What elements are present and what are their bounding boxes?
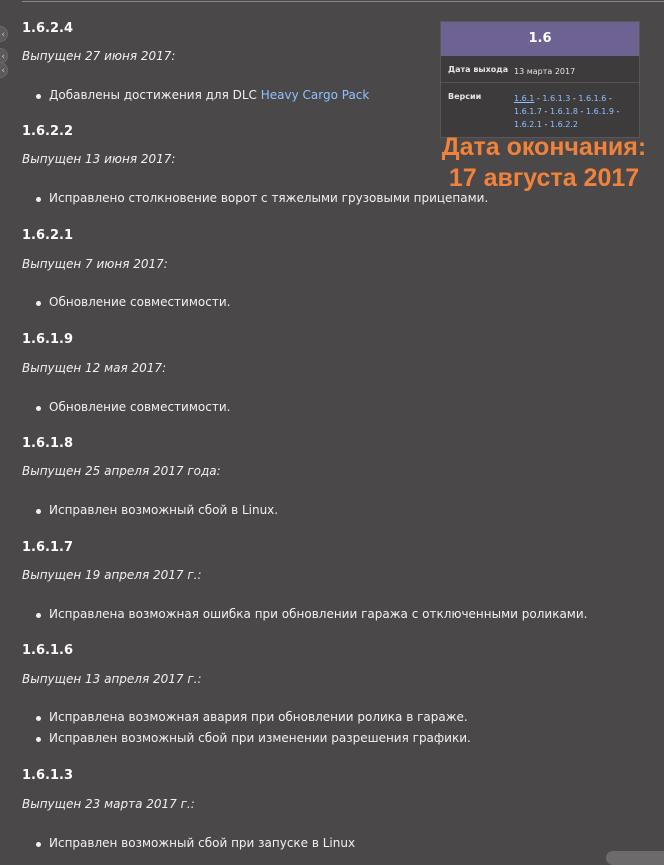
infobox-version-link[interactable]: 1.6.1.3: [542, 94, 571, 103]
change-list: [22, 710, 471, 745]
version-title: 1.6.1.3: [22, 768, 73, 783]
version-title: 1.6.1.7: [22, 540, 73, 555]
side-arrow-icon[interactable]: ‹: [0, 26, 8, 42]
list-item: Исправлено столкновение ворот с тяжелыми грузовыми прицепами.: [22, 191, 488, 205]
version-title: 1.6.1.8: [22, 436, 73, 451]
heavy-cargo-pack-link[interactable]: Heavy Cargo Pack: [260, 88, 370, 102]
list-item: Добавлены достижения для DLC Heavy Cargo Pack: [22, 88, 369, 102]
infobox-version-link[interactable]: 1.6.1.8: [549, 107, 578, 116]
list-item: Обновление совместимости.: [22, 295, 230, 309]
version-separator: -: [542, 107, 550, 116]
infobox-version-link[interactable]: 1.6.2.1: [514, 120, 542, 129]
release-value: 13 марта 2017: [514, 67, 576, 76]
version-title: 1.6.2.4: [22, 21, 73, 36]
version-separator: -: [542, 120, 550, 129]
version-separator: -: [613, 107, 620, 116]
change-list: [22, 400, 230, 414]
version-separator: -: [534, 94, 543, 103]
release-label: Дата выхода: [448, 65, 509, 74]
list-item: Исправлен возможный сбой при запуске в Linux: [22, 836, 355, 850]
version-title: 1.6.2.2: [22, 124, 73, 139]
release-date: Выпущен 25 апреля 2017 года:: [22, 464, 221, 478]
infobox-version-link[interactable]: 1.6.1.9: [585, 107, 614, 116]
scroll-button[interactable]: [606, 851, 664, 865]
version-separator: -: [577, 107, 586, 116]
infobox-divider: [441, 82, 639, 83]
list-item: Исправлена возможная ошибка при обновлении гаража с отключенными роликами.: [22, 607, 587, 621]
list-item: Исправлен возможный сбой в Linux.: [22, 503, 278, 517]
release-date: Выпущен 13 июня 2017:: [22, 152, 176, 166]
change-list: [22, 607, 587, 621]
top-divider: [22, 1, 664, 2]
end-note-line2: 17 августа 2017: [448, 164, 640, 192]
list-item: Обновление совместимости.: [22, 400, 230, 414]
infobox-version-link[interactable]: 1.6.1.6: [578, 94, 607, 103]
side-arrow-icon[interactable]: ‹: [0, 48, 8, 64]
version-title: 1.6.1.6: [22, 643, 73, 658]
end-note-line1: Дата окончания:: [441, 133, 647, 161]
version-title: 1.6.2.1: [22, 228, 73, 243]
change-list: [22, 295, 230, 309]
change-list: [22, 836, 355, 850]
list-item: Исправлен возможный сбой при изменении разрешения графики.: [22, 731, 471, 745]
versions-label: Версии: [448, 92, 482, 101]
release-date: Выпущен 12 мая 2017:: [22, 361, 167, 375]
release-date: Выпущен 7 июня 2017:: [22, 257, 168, 271]
version-separator: -: [606, 94, 612, 103]
version-infobox: [440, 21, 640, 138]
side-arrow-icon[interactable]: ‹: [0, 62, 8, 78]
release-date: Выпущен 13 апреля 2017 г.:: [22, 672, 202, 686]
version-separator: -: [570, 94, 579, 103]
infobox-title: 1.6: [441, 22, 639, 56]
release-date: Выпущен 27 июня 2017:: [22, 49, 176, 63]
change-list: [22, 191, 488, 205]
infobox-version-link[interactable]: 1.6.2.2: [549, 120, 578, 129]
infobox-version-link[interactable]: 1.6.1.7: [514, 107, 542, 116]
change-list: [22, 503, 278, 517]
release-date: Выпущен 23 марта 2017 г.:: [22, 797, 195, 811]
list-item: Исправлена возможная авария при обновлении ролика в гараже.: [22, 710, 471, 724]
version-title: 1.6.1.9: [22, 332, 73, 347]
infobox-version-link[interactable]: 1.6.1: [514, 94, 535, 103]
release-date: Выпущен 19 апреля 2017 г.:: [22, 568, 202, 582]
end-date-note: [440, 132, 648, 194]
change-list: [22, 88, 369, 102]
versions-links: [514, 92, 633, 131]
